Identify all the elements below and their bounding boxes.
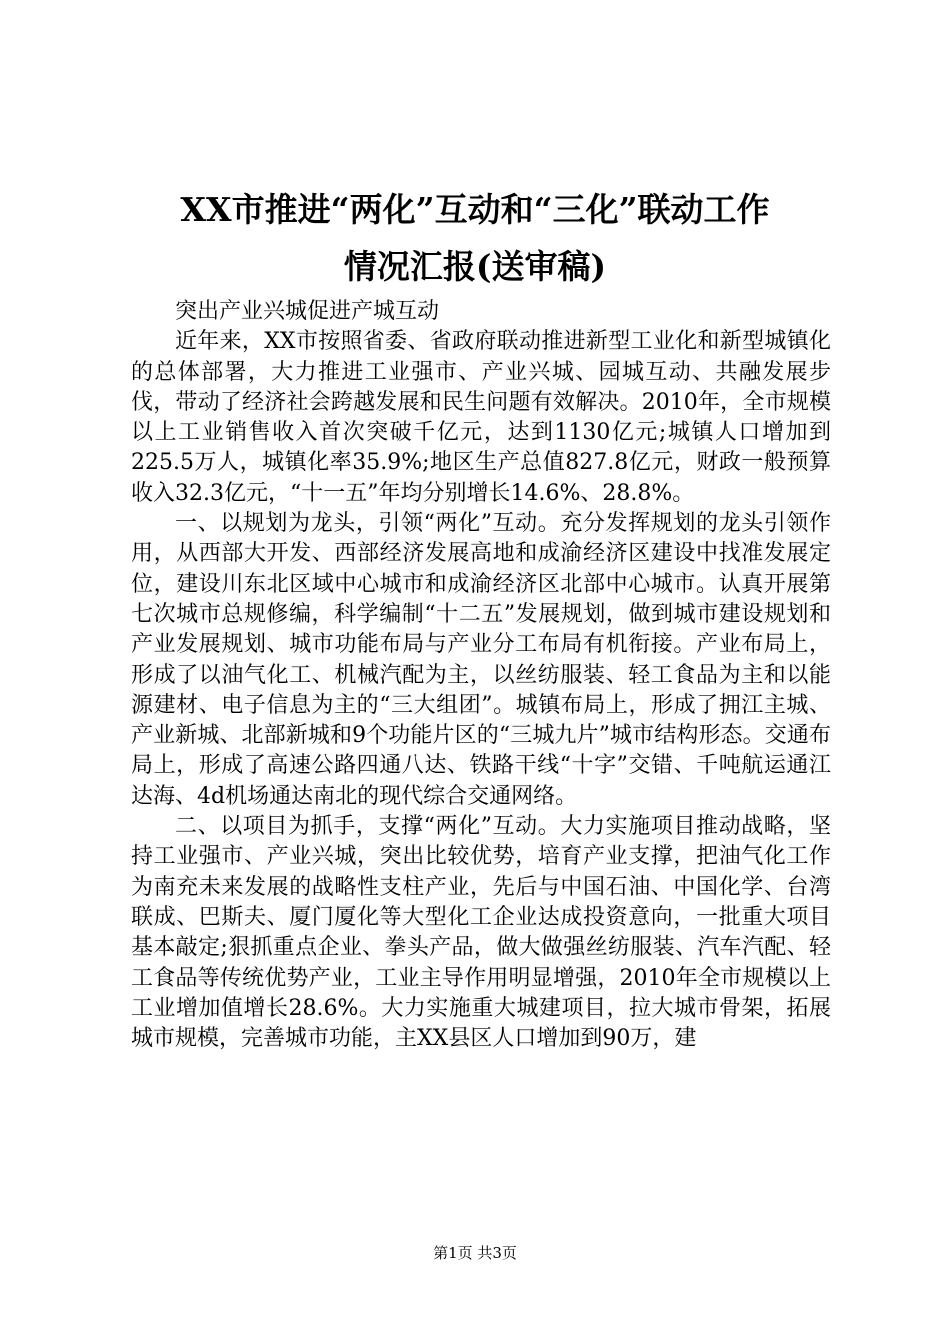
document-title-line-1: XX市推进“两化”互动和“三化”联动工作	[180, 190, 770, 229]
document-title-line-2: 情况汇报(送审稿)	[343, 247, 607, 286]
page-number-footer: 第1页 共3页	[433, 1244, 517, 1262]
body-paragraph-1: 近年来，XX市按照省委、省政府联动推进新型工业化和新型城镇化的总体部署，大力推进工业强市、产业兴城、园城互动、共融发展步伐，带动了经济社会跨越发展和民生问题有效解决。2010年，全市规模以上工业销售收入首次突破千亿元，达到1130亿元;城镇人口增加到225.5万人，城镇化率35.9%;地区生产总值827.8亿元，财政一般预算收入32.3亿元，“十一五”年均分别增长14.6%、28.8%。	[131, 329, 831, 506]
section-heading: 突出产业兴城促进产城互动	[175, 299, 440, 324]
document-body	[131, 297, 831, 1054]
body-paragraph-3: 二、以项目为抓手，支撑“两化”互动。大力实施项目推动战略，坚持工业强市、产业兴城，突出比较优势，培育产业支撑，把油气化工作为南充未来发展的战略性支柱产业，先后与中国石油、中国化学、台湾联成、巴斯夫、厦门厦化等大型化工企业达成投资意向，一批重大项目基本敲定;狠抓重点企业、拳头产品，做大做强丝纺服装、汽车汽配、轻工食品等传统优势产业，工业主导作用明显增强，2010年全市规模以上工业增加值增长28.6%。大力实施重大城建项目，拉大城市骨架，拓展城市规模，完善城市功能，主XX县区人口增加到90万，建	[131, 814, 831, 1052]
body-paragraph-2: 一、以规划为龙头，引领“两化”互动。充分发挥规划的龙头引领作用，从西部大开发、西部经济发展高地和成渝经济区建设中找准发展定位，建设川东北区域中心城市和成渝经济区北部中心城市。认真开展第七次城市总规修编，科学编制“十二五”发展规划，做到城市建设规划和产业发展规划、城市功能布局与产业分工布局有机衔接。产业布局上，形成了以油气化工、机械汽配为主，以丝纺服装、轻工食品为主和以能源建材、电子信息为主的“三大组团”。城镇布局上，形成了拥江主城、产业新城、北部新城和9个功能片区的“三城九片”城市结构形态。交通布局上，形成了高速公路四通八达、铁路干线“十字”交错、千吨航运通江达海、4d机场通达南北的现代综合交通网络。	[131, 511, 831, 809]
